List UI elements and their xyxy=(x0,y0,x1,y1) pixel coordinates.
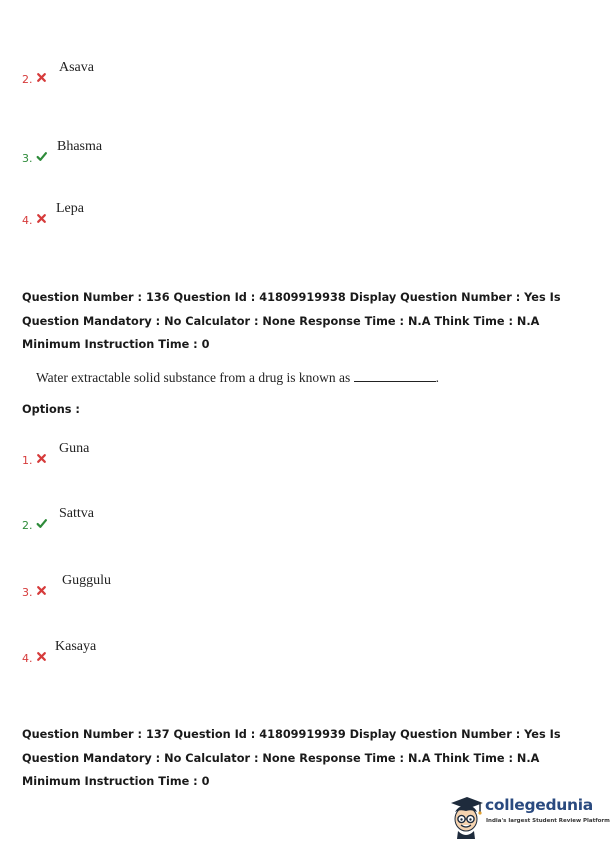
check-icon xyxy=(36,151,47,162)
option-text: Sattva xyxy=(59,506,94,521)
cross-icon xyxy=(36,213,47,224)
option-number: 4. xyxy=(22,214,33,227)
collegedunia-logo xyxy=(447,793,610,839)
option-text: Lepa xyxy=(56,201,84,216)
option-text: Asava xyxy=(59,60,94,75)
option-text: Guggulu xyxy=(62,573,111,588)
option-number: 1. xyxy=(22,454,33,467)
option-number: 2. xyxy=(22,73,33,86)
check-icon xyxy=(36,518,47,529)
question-meta-137: Question Number : 137 Question Id : 41809919939 Display Question Number : Yes Is Question Mandatory : No Calculator : None Response Time : N.A Think Time : N.A Minimum Instruction Time : 0 xyxy=(22,728,561,788)
option-number: 3. xyxy=(22,152,33,165)
cross-icon xyxy=(36,72,47,83)
cross-icon xyxy=(36,651,47,662)
option-number: 3. xyxy=(22,586,33,599)
question-stem: Water extractable solid substance from a drug is known as xyxy=(36,370,351,385)
answer-blank xyxy=(354,370,436,382)
option-text: Kasaya xyxy=(55,639,97,654)
question-meta-136: Question Number : 136 Question Id : 41809919938 Display Question Number : Yes Is Question Mandatory : No Calculator : None Response Time : N.A Think Time : N.A Minimum Instruction Time : 0 xyxy=(22,291,561,351)
brand-name: collegedunia xyxy=(485,796,593,814)
question-end: . xyxy=(435,370,439,385)
option-text: Bhasma xyxy=(57,139,103,154)
cross-icon xyxy=(36,453,47,464)
option-number: 4. xyxy=(22,652,33,665)
option-number: 2. xyxy=(22,519,33,532)
options-label: Options : xyxy=(22,403,80,416)
question-text xyxy=(36,370,439,386)
brand-tagline: India's largest Student Review Platform xyxy=(486,818,610,824)
option-text: Guna xyxy=(59,441,90,456)
cross-icon xyxy=(36,585,47,596)
mascot-icon xyxy=(447,793,485,839)
